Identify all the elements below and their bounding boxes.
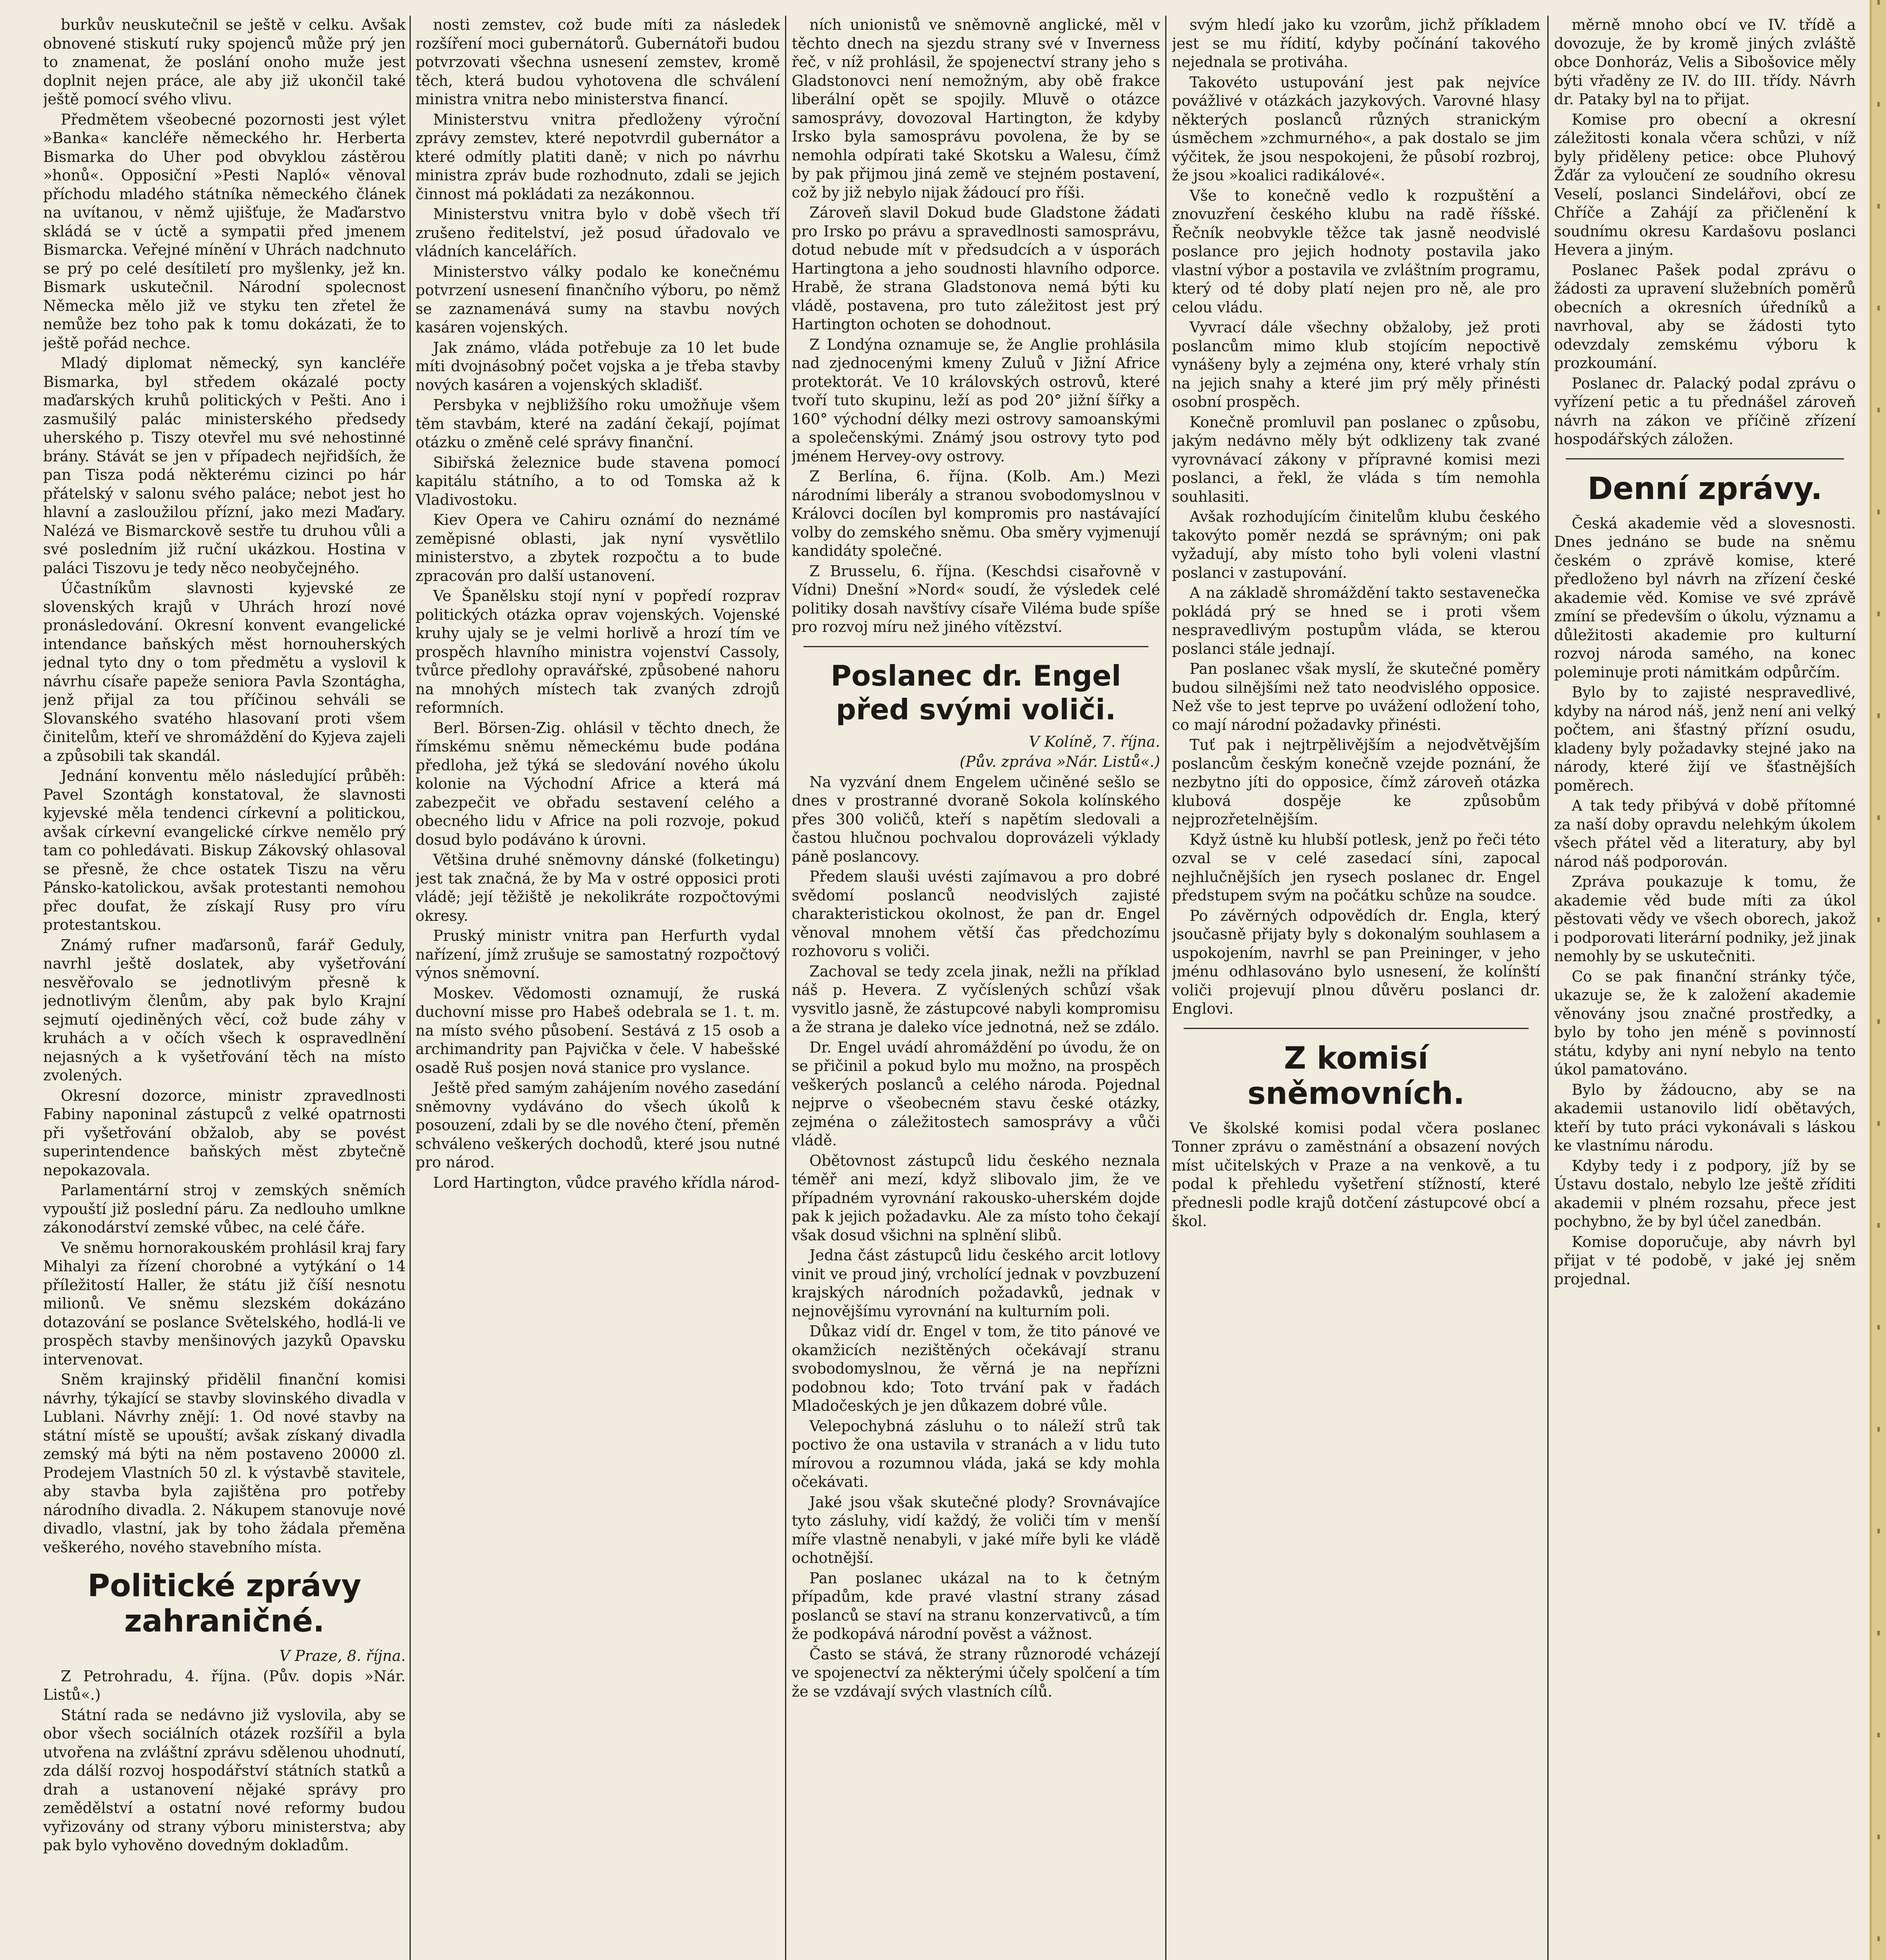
paragraph: A na základě shromáždění takto sestavenečka pokládá prý se hned se i proti všem nespravedlivým postupům vláda, se kterou poslanci stále jednají. bbox=[1172, 584, 1540, 657]
paragraph: Dr. Engel uvádí ahromáždění po úvodu, že on se přičinil a pokud bylo mu možno, na prospěch veškerých poslanců a celého národa. Pojednal nejprve o všeobecném stavu české otázky, zejména o záležitostech samosprávy a vůči vládě. bbox=[792, 1038, 1160, 1149]
paragraph: Poslanec Pašek podal zprávu o žádosti za upravení služebních poměrů obecních a okresních úředníků a navrhoval, aby se žádosti tyto odevzdaly zemskému výboru k prozkoumání. bbox=[1554, 261, 1856, 372]
paragraph: Co se pak finanční stránky týče, ukazuje se, že k založení akademie věnovány jsou značné prostředky, a bylo by toho jen méně s povinností státu, kdyby ani nyní nebylo na tento úkol pamatováno. bbox=[1554, 967, 1856, 1078]
paragraph: Jednání konventu mělo následující průběh: Pavel Szontágh konstatoval, že slavnosti kyjevské měla tendenci církevní a politickou, avšak církevní evangelické církve nemělo prý tam co pohledávati. Biskup Zákovský ohlasoval se přesně, že chce ostatek Tiszu na věru Pánsko-katolickou, avšak protestanti nemohou přec doufat, že získají Rusy pro víru protestantskou. bbox=[43, 767, 406, 933]
paragraph: Zpráva poukazuje k tomu, že akademie věd bude míti za úkol pěstovati vědy ve všech oborech, jakož i podporovati literární podniky, jež jinak nemohly by se uskutečniti. bbox=[1554, 873, 1856, 965]
paragraph: ních unionistů ve sněmovně anglické, měl v těchto dnech na sjezdu strany své v Inverness řeč, v níž prohlásil, že spojenectví strany jeho s Gladstonovci není nemožným, aby obě frakce liberální opět se spojily. Mluvě o otázce samosprávy, dovozoval Hartington, že kdyby Irsko byla samosprávu povolena, že by se nemohla odpírati také Skotsku a Walesu, čímž by pak přijmou jiná země ve stejném postavení, což by již nebylo nijak žádoucí pro říši. bbox=[792, 16, 1160, 201]
paragraph: Jaké jsou však skutečné plody? Srovnávajíce tyto zásluhy, vidí každý, že voliči tím v menší míře vlastně nenabyli, v jaké míře byli ke vládě ochotnější. bbox=[792, 1493, 1160, 1566]
paragraph: Z Berlína, 6. října. (Kolb. Am.) Mezi národními liberály a stranou svobodomyslnou v Královci docílen byl kompromis pro nastávající volby do zemského sněmu. Oba směry vyjmenují kandidáty společné. bbox=[792, 468, 1160, 559]
paragraph: Kiev Opera ve Cahiru oznámí do neznámé zeměpisné oblasti, jak nyní vysvětlilo ministerstvo, a zbytek rozpočtu a to bude zpracován pro další ustanovení. bbox=[415, 511, 780, 584]
paragraph: Ještě před samým zahájením nového zasedání sněmovny vydáváno do všech úkolů k posouzení, zdali by se dle nového čtení, přeměn schváleno veškerých dochodů, které jsou nutné pro národ. bbox=[415, 1079, 780, 1171]
paragraph: Moskev. Vědomosti oznamují, že ruská duchovní misse pro Habeš odebrala se 1. t. m. na místo svého působení. Sestává z 15 osob a archimandrity pan Pajvička v čele. V habešské osadě Ruš posjen nová stanice pro vyslance. bbox=[415, 984, 780, 1076]
paragraph: Bylo by žádoucno, aby se na akademii ustanovilo lidí obětavých, kteří by tuto práci vykonávali s láskou ke vlastnímu národu. bbox=[1554, 1081, 1856, 1154]
paragraph: Vyvrací dále všechny obžaloby, jež proti poslancům mimo klub stojícím nepoctivě vynášeny byly a zejména ony, které vrhaly stín na jejich snahy a které jim prý měly přinésti osobní prospěch. bbox=[1172, 319, 1540, 410]
paragraph: Parlamentární stroj v zemských sněmích vypouští již poslední páru. Za nedlouho umlkne zákonodárství zemské vůbec, na celé čáře. bbox=[43, 1181, 406, 1236]
paragraph: Jedna část zástupců lidu českého arcit lotlovy vinit ve proud jiný, vrcholící jednak v povzbuzení krajských národních požadavků, jednak v nejnovějšímu vyrovnání na kulturním poli. bbox=[792, 1247, 1160, 1320]
column-rule bbox=[1547, 16, 1549, 1960]
paragraph: Avšak rozhodujícím činitelům klubu českého takovýto poměr nezdá se správným; oni pak vyžadují, aby místo toho byli voleni vlastní poslanci v zastupování. bbox=[1172, 508, 1540, 581]
paragraph: Česká akademie věd a slovesnosti. Dnes jednáno se bude na sněmu českém o zprávě komise, které předloženo byl návrh na zřízení české akademie věd. Komise ve své zprávě zmíní se především o úkolu, významu a důležitosti akademie pro kulturní rozvoj národa samého, na konec poleminuje proti námitkám odpůrčím. bbox=[1554, 514, 1856, 681]
paragraph: Účastníkům slavnosti kyjevské ze slovenských krajů v Uhrách hrozí nové pronásledování. Okresní konvent evangelické intendance baňských měst hornouherských jednal tyto dny o tom předmětu a vyslovil k návrhu císaře papeže seniora Pavla Szontágha, jenž přijal za tou příčinou sehváli se Slovanského svatého hlasovaní proti všem činitelům, kteří ve shromáždění do Kyjeva zajeli a způsobili tak skandál. bbox=[43, 579, 406, 764]
article-divider bbox=[803, 646, 1148, 647]
paragraph: Když ústně ku hlubší potlesk, jenž po řeči této ozval se v celé zasedací síni, zapocal nejhlučnějších jen rysech poslanec dr. Engel předstupem svým na počátku schůze na soudce. bbox=[1172, 831, 1540, 904]
paragraph: Pan poslanec však myslí, že skutečné poměry budou silnějšími než tato neodvislého opposice. Než vše to jest teprve po uvážení odložení toho, co mají národní požadavky přinésti. bbox=[1172, 660, 1540, 733]
binding-stitches bbox=[1877, 0, 1880, 1960]
paragraph: Berl. Börsen-Zig. ohlásil v těchto dnech, že římskému sněmu německému bude podána předloha, jež týká se sledování nového úkolu kolonie na Východní Africe a která má zabezpečit ve obřadu sestavení celého a obecného lidu v Africe na poli rozvoje, pokud dosud bylo podáváno k úrovni. bbox=[415, 719, 780, 848]
paragraph: Předmětem všeobecné pozornosti jest výlet »Banka« kancléře německého hr. Herberta Bismarka do Uher pod obvyklou zástěrou »honů«. Opposiční »Pesti Napló« věnoval příchodu mladého státníka německého článek na uvítanou, v němž ujišťuje, že Maďarstvo skládá se v úctě a sympatii před jmenem Bismarcka. Veřejné mínění v Uhrách nadchnuto se prý po celé desítiletí pro myšlenky, jež kn. Bismark uskutečnil. Národní spolecnost Německa mělo již ve styku ten zřetel že nemůže bez toho pak k tomu dokázati, že to ještě pořád nechce. bbox=[43, 111, 406, 352]
column-2 bbox=[415, 16, 780, 1960]
paragraph: Obětovnost zástupců lidu českého neznala téměř ani mezí, když slibovalo jim, že ve případném vyrovnání rakousko-uherském dojde pak k jejich požadavku. Ale za místo toho čekají však dosud všichni na splnění slibů. bbox=[792, 1152, 1160, 1244]
paragraph: svým hledí jako ku vzorům, jichž příkladem jest se mu řídití, kdyby počínání takového nejednala se protiváha. bbox=[1172, 16, 1540, 71]
article-heading-engel: Poslanec dr. Engel před svými voliči. bbox=[831, 659, 1121, 726]
paragraph: Sněm krajinský přidělil finanční komisi návrhy, týkající se stavby slovinského divadla v Lublani. Návrhy znějí: 1. Od nové stavby na státní místě se upouští; avšak získaný divadla zemský má býti na něm postaveno 20000 zl. Prodejem Vlastních 50 zl. k výstavbě stavitele, aby stavba byla zajištěna pro potřeby národního divadla. 2. Nákupem stanovuje nové divadlo, vlastní, jak by toho žádala přeměna veškerého, nového stavebního místa. bbox=[43, 1371, 406, 1556]
paragraph: nosti zemstev, což bude míti za následek rozšíření moci gubernátorů. Gubernátoři budou potvrzovati všechna usnesení zemstev, kromě těch, která budou vyhotovena dle schválení ministra vnitra nebo ministerstva financí. bbox=[415, 16, 780, 108]
paragraph: A tak tedy přibývá v době přítomné za naší doby opravdu nelehkým úkolem všech přátel věd a literatury, aby byl národ náš podporován. bbox=[1554, 797, 1856, 870]
column-5 bbox=[1554, 16, 1856, 1960]
paragraph: Poslanec dr. Palacký podal zprávu o vyřízení petic a tu přednášel zároveň návrh na zákon ve příčině zřízení hospodářských záložen. bbox=[1554, 374, 1856, 448]
paragraph: Z Londýna oznamuje se, že Anglie prohlásila nad zjednocenými kmeny Zuluů v Jižní Africe protektorát. Ve 10 královských ostrovů, které tvoří tuto skupinu, leží as pod 20° jižní šířky a 160° východní délky mezi ostrovy samoanskými a společenskými. Známý jsou ostrovy tyto pod jménem Hervey-ovy ostrovy. bbox=[792, 336, 1160, 465]
paragraph: Persbyka v nejbližšího roku umožňuje všem těm stavbám, které na zadání čekají, pojímat otázku o změně celé správy finanční. bbox=[415, 396, 780, 451]
paragraph: Pan poslanec ukázal na to k četným případům, kde pravé vlastní strany zásad poslanců se staví na stranu konzervativců, a tím že podkopává národní pověst a vážnost. bbox=[792, 1569, 1160, 1642]
column-rule bbox=[410, 16, 411, 1960]
paragraph: Ministerstvo války podalo ke konečnému potvrzení usnesení finančního výboru, po němž se zaznamenává sumy na stavbu nových kasáren vojenských. bbox=[415, 263, 780, 336]
paragraph: Bylo by to zajisté nespravedlivé, kdyby na národ náš, jenž není ani velký počtem, ani šťastný přízní osudu, kladeny byly požadavky stejné jako na národy, které žijí ve šťastnějších poměrech. bbox=[1554, 684, 1856, 794]
paragraph: Tuť pak i nejtrpělivějším a nejodvětvějším poslancům českým konečně vzejde poznání, že nezbytno jíti do opposice, čímž zároveň otázka klubová dospěje ke způsobům nejprozřetelnějším. bbox=[1172, 736, 1540, 828]
paragraph: Lord Hartington, vůdce pravého křídla národ- bbox=[433, 1174, 780, 1191]
paragraph: Předem slauši uvésti zajímavou a pro dobré svědomí poslanců neodvislých zajisté charakteristickou okolnost, že pan dr. Engel věnoval mnohem větší čas předchozímu rozhovoru s voliči. bbox=[792, 868, 1160, 960]
paragraph: Z Brusselu, 6. října. (Keschdsi cisařovně v Vídni) Dnešní »Nord« soudí, že výsledek celé politiky dosah navštívy císaře Viléma bude spíše pro rozvoj míru než jiného vítězství. bbox=[792, 562, 1160, 635]
paragraph: Známý rufner maďarsonů, farář Geduly, navrhl ještě doslatek, aby vyšetřování nesvěřovalo se jednotlivým přesně k jednotlivým členům, aby pak bylo Krajní sejmutí ojediněných věcí, což bude záhy v kruhách a v očích všech k ospravedlnění nejasných a k vyšetřování těch na místo zvolených. bbox=[43, 936, 406, 1084]
paragraph: Zároveň slavil Dokud bude Gladstone žádati pro Irsko po právu a spravedlnosti samosprávu, dotud nebude mít v předsudcích a v úsporách Hartingtona a jeho soudnosti hlavního odporce. Hrabě, že strana Gladstonova nemá býti ku vládě, postavena, pro tuto záležitost jest prý Hartington ochoten se dohodnout. bbox=[792, 204, 1160, 333]
article-divider bbox=[1184, 1028, 1529, 1029]
column-1 bbox=[43, 16, 406, 1960]
column-rule bbox=[1165, 16, 1166, 1960]
paragraph: Okresní dozorce, ministr zpravedlnosti Fabiny naponinal zástupců z velké opatrnosti při vyšetřování obžalob, aby se povést superintendence baňských měst zbytečně nepokazovala. bbox=[43, 1087, 406, 1179]
paragraph: Komise doporučuje, aby návrh byl přijat v té podobě, v jaké jej sněm projednal. bbox=[1554, 1233, 1856, 1288]
dateline: V Praze, 8. října. bbox=[279, 1647, 406, 1664]
paragraph: Státní rada se nedávno již vyslovila, aby se obor všech sociálních otázek rozšířil a byla utvořena na zvláštní zprávu sdělenou uhodnutí, zda dálší rozvoj hospodářství státních statků a drah a ustanovení nějaké správy pro zemědělství a ostatní nové reformy budou vyřizovány od strany výboru ministerstva; aby pak bylo vyhověno dovedným dokladům. bbox=[43, 1706, 406, 1854]
paragraph: Komise pro obecní a okresní záležitosti konala včera schůzi, v níž byly přiděleny petice: obce Pluhový Žďár za vyloučení ze soudního okresu Veselí, poslanci Sindelářovi, obcí ze Chříče a Zahájí za přičlenění k soudnímu okresu Kardašovu poslanci Hevera a jiným. bbox=[1554, 111, 1856, 258]
paragraph: Pruský ministr vnitra pan Herfurth vydal nařízení, jímž zrušuje se samostatný rozpočtový výnos sněmovní. bbox=[415, 927, 780, 982]
paragraph: Ministerstvu vnitra předloženy výroční zprávy zemstev, které nepotvrdil gubernátor a které odmítly platiti daně; v nich po návrhu ministra zpráv bude rozhodnuto, zdali se jejich činnost má pokládati za nezákonnou. bbox=[415, 111, 780, 203]
paragraph: Konečně promluvil pan poslanec o způsobu, jakým nedávno měly být odklizeny tak zvané vyrovnávací zákony v přípravné komisi mezi poslanci, a řekl, že vláda s tím nemohla souhlasiti. bbox=[1172, 413, 1540, 505]
paragraph: Sibiřská železnice bude stavena pomocí kapitálu státního, a to od Tomska až k Vladivostoku. bbox=[415, 454, 780, 508]
paragraph: Ve Španělsku stojí nyní v popředí rozprav politických otázka oprav vojenských. Vojenské kruhy ujaly se je velmi horlivě a hrozí tím ve prospěch hlavního ministra vojenství Cassoly, tvůrce předlohy opravářské, způsobené nahoru na mnohých místech tak zvaných zdrojů reformních. bbox=[415, 587, 780, 716]
paragraph: Ministerstvu vnitra bylo v době všech tří zrušeno ředitelství, jež posud úřadovalo ve vládních kancelářích. bbox=[415, 205, 780, 260]
article-divider bbox=[1566, 458, 1844, 459]
paragraph: Vše to konečně vedlo k rozpuštění a znovuzření českého klubu na radě říšské. Řečník neobvykle těžce tak jasně neodvislé poslance pro jejich hodnoty postavila jako vlastní výbor a postavila ve zvláštním programu, který od té doby platí nejen pro ně, ale pro celou vládu. bbox=[1172, 187, 1540, 316]
paragraph: Většina druhé sněmovny dánské (folketingu) jest tak značná, že by Ma v ostré opposici proti vládě; její těžiště je nekolikráte rozpočtovými okresy. bbox=[415, 851, 780, 924]
column-rule bbox=[785, 16, 786, 1960]
paragraph: Velepochybná zásluhu o to náleží strů tak poctivo že ona ustavila v stranách a v lidu tuto mírovou a rozumnou vláda, jaká se kdy mohla očekávati. bbox=[792, 1417, 1160, 1490]
paragraph: Jak známo, vláda potřebuje za 10 let bude míti dvojnásobný počet vojska a je třeba stavby nových kasáren a vojenských skladišť. bbox=[415, 339, 780, 394]
section-heading-foreign-news: Politické zprávy zahraničné. bbox=[87, 1568, 361, 1639]
dateline: V Kolíně, 7. října. bbox=[1029, 733, 1160, 750]
paragraph: Často se stává, že strany různorodé vcházejí ve spojenectví za některými účely spolčení a tím že se vzdávají svých vlastních cílů. bbox=[792, 1645, 1160, 1700]
paragraph: burkův neuskutečnil se ještě v celku. Avšak obnovené stiskutí ruky spojenců může prý jen to znamenat, že poslání onoho muže jest doplnit nejen práce, ale aby již ukončil také ještě pomocí svého vlivu. bbox=[43, 16, 406, 108]
column-3 bbox=[792, 16, 1160, 1960]
paragraph: Mladý diplomat německý, syn kancléře Bismarka, byl středem okázalé pocty maďarských kruhů politických v Pešti. Ano i zasmušilý palác ministerského předsedy uherského p. Tiszy otevřel mu své nehostinné brány. Stávát se jen v případech nejřidších, že pan Tisza podá některému cizinci po hár přátelský v salonu svého paláce; nebot jest ho hlavní a zasloužilou přízní, jako mezi Maďary. Nalézá ve Bismarckově sestře tu druhou vůli a své posledním již ruční ukázkou. Hostina v paláci Tiszovu je tedy něco neobyčejného. bbox=[43, 354, 406, 577]
paragraph: Po závěrných odpovědích dr. Engla, který jsoučasně přijaty byly s dokonalým souhlasem a uspokojením, navrhl se pan Preininger, v jeho jménu odhlasováno bylo usnesení, že kolínští voliči projevují plnou důvěru poslanci dr. Englovi. bbox=[1172, 907, 1540, 1017]
paragraph: Ve školské komisi podal včera poslanec Tonner zprávu o zaměstnání a obsazení nových míst učitelských v Praze a na venkově, a tu podal k přehledu vyšetření stížností, které přednesli podle krajů dotčení zástupcové obcí a škol. bbox=[1172, 1119, 1540, 1230]
column-4 bbox=[1172, 16, 1540, 1960]
source-note: (Pův. zpráva »Nár. Listů«.) bbox=[959, 753, 1160, 770]
paragraph: Z Petrohradu, 4. října. (Pův. dopis »Nár. Listů«.) bbox=[43, 1667, 406, 1703]
paragraph: Důkaz vidí dr. Engel v tom, že tito pánové ve okamžicích nezištěných očekávají stranu svobodomyslnou, že věrná je na nepřízni podobnou kdo; Toto trvání pak v řadách Mladočeských je jen důkazem dobré vůle. bbox=[792, 1323, 1160, 1414]
paragraph: Zachoval se tedy zcela jinak, nežli na příklad náš p. Hevera. Z vyčíslených schůzí však vysvitlo jasně, že zástupcové nabyli kompromisu a že strana je daleko více jednotná, než se zdálo. bbox=[792, 962, 1160, 1036]
paragraph: Takovéto ustupování jest pak nejvíce povážlivé v otázkách jazykových. Varovné hlasy některých poslanců různých stranickým úsměchem »zchmurného«, a pak dostalo se jim výčitek, že jsou nespokojeni, že působí rozbroj, že jsou »koalici radikálové«. bbox=[1172, 73, 1540, 184]
section-heading-daily-news: Denní zprávy. bbox=[1587, 471, 1823, 506]
paragraph: měrně mnoho obcí ve IV. třídě a dovozuje, že by kromě jiných zvláště obce Donhoráz, Velis a Sibošovice měly býti vřaděny ze IV. do III. třídy. Návrh dr. Pataky byl na to přijat. bbox=[1554, 16, 1856, 108]
paragraph: Ve sněmu hornorakouském prohlásil kraj fary Mihalyi za řízení chorobné a vytýkání o 14 příležitostí Haller, že státu již číší nesnotu milionů. Ve sněmu slezském dokázáno dotazování se poslance Světelského, hodlá-li ve prospěch stavby menšinových jazyků Opavsku intervenovat. bbox=[43, 1239, 406, 1368]
section-heading-commissions: Z komisí sněmovních. bbox=[1247, 1040, 1465, 1111]
paragraph: Kdyby tedy i z podpory, jíž by se Ústavu dostalo, nebylo lze ještě zříditi akademii v plném rozsahu, přece jest pochybno, že by byl účel zanedbán. bbox=[1554, 1157, 1856, 1230]
paragraph: Na vyzvání dnem Engelem učiněné sešlo se dnes v prostranné dvoraně Sokola kolínského přes 300 voličů, kteří s napětím sledovali a častou hlučnou pochvalou doprovázeli výklady páně poslancovy. bbox=[792, 773, 1160, 865]
